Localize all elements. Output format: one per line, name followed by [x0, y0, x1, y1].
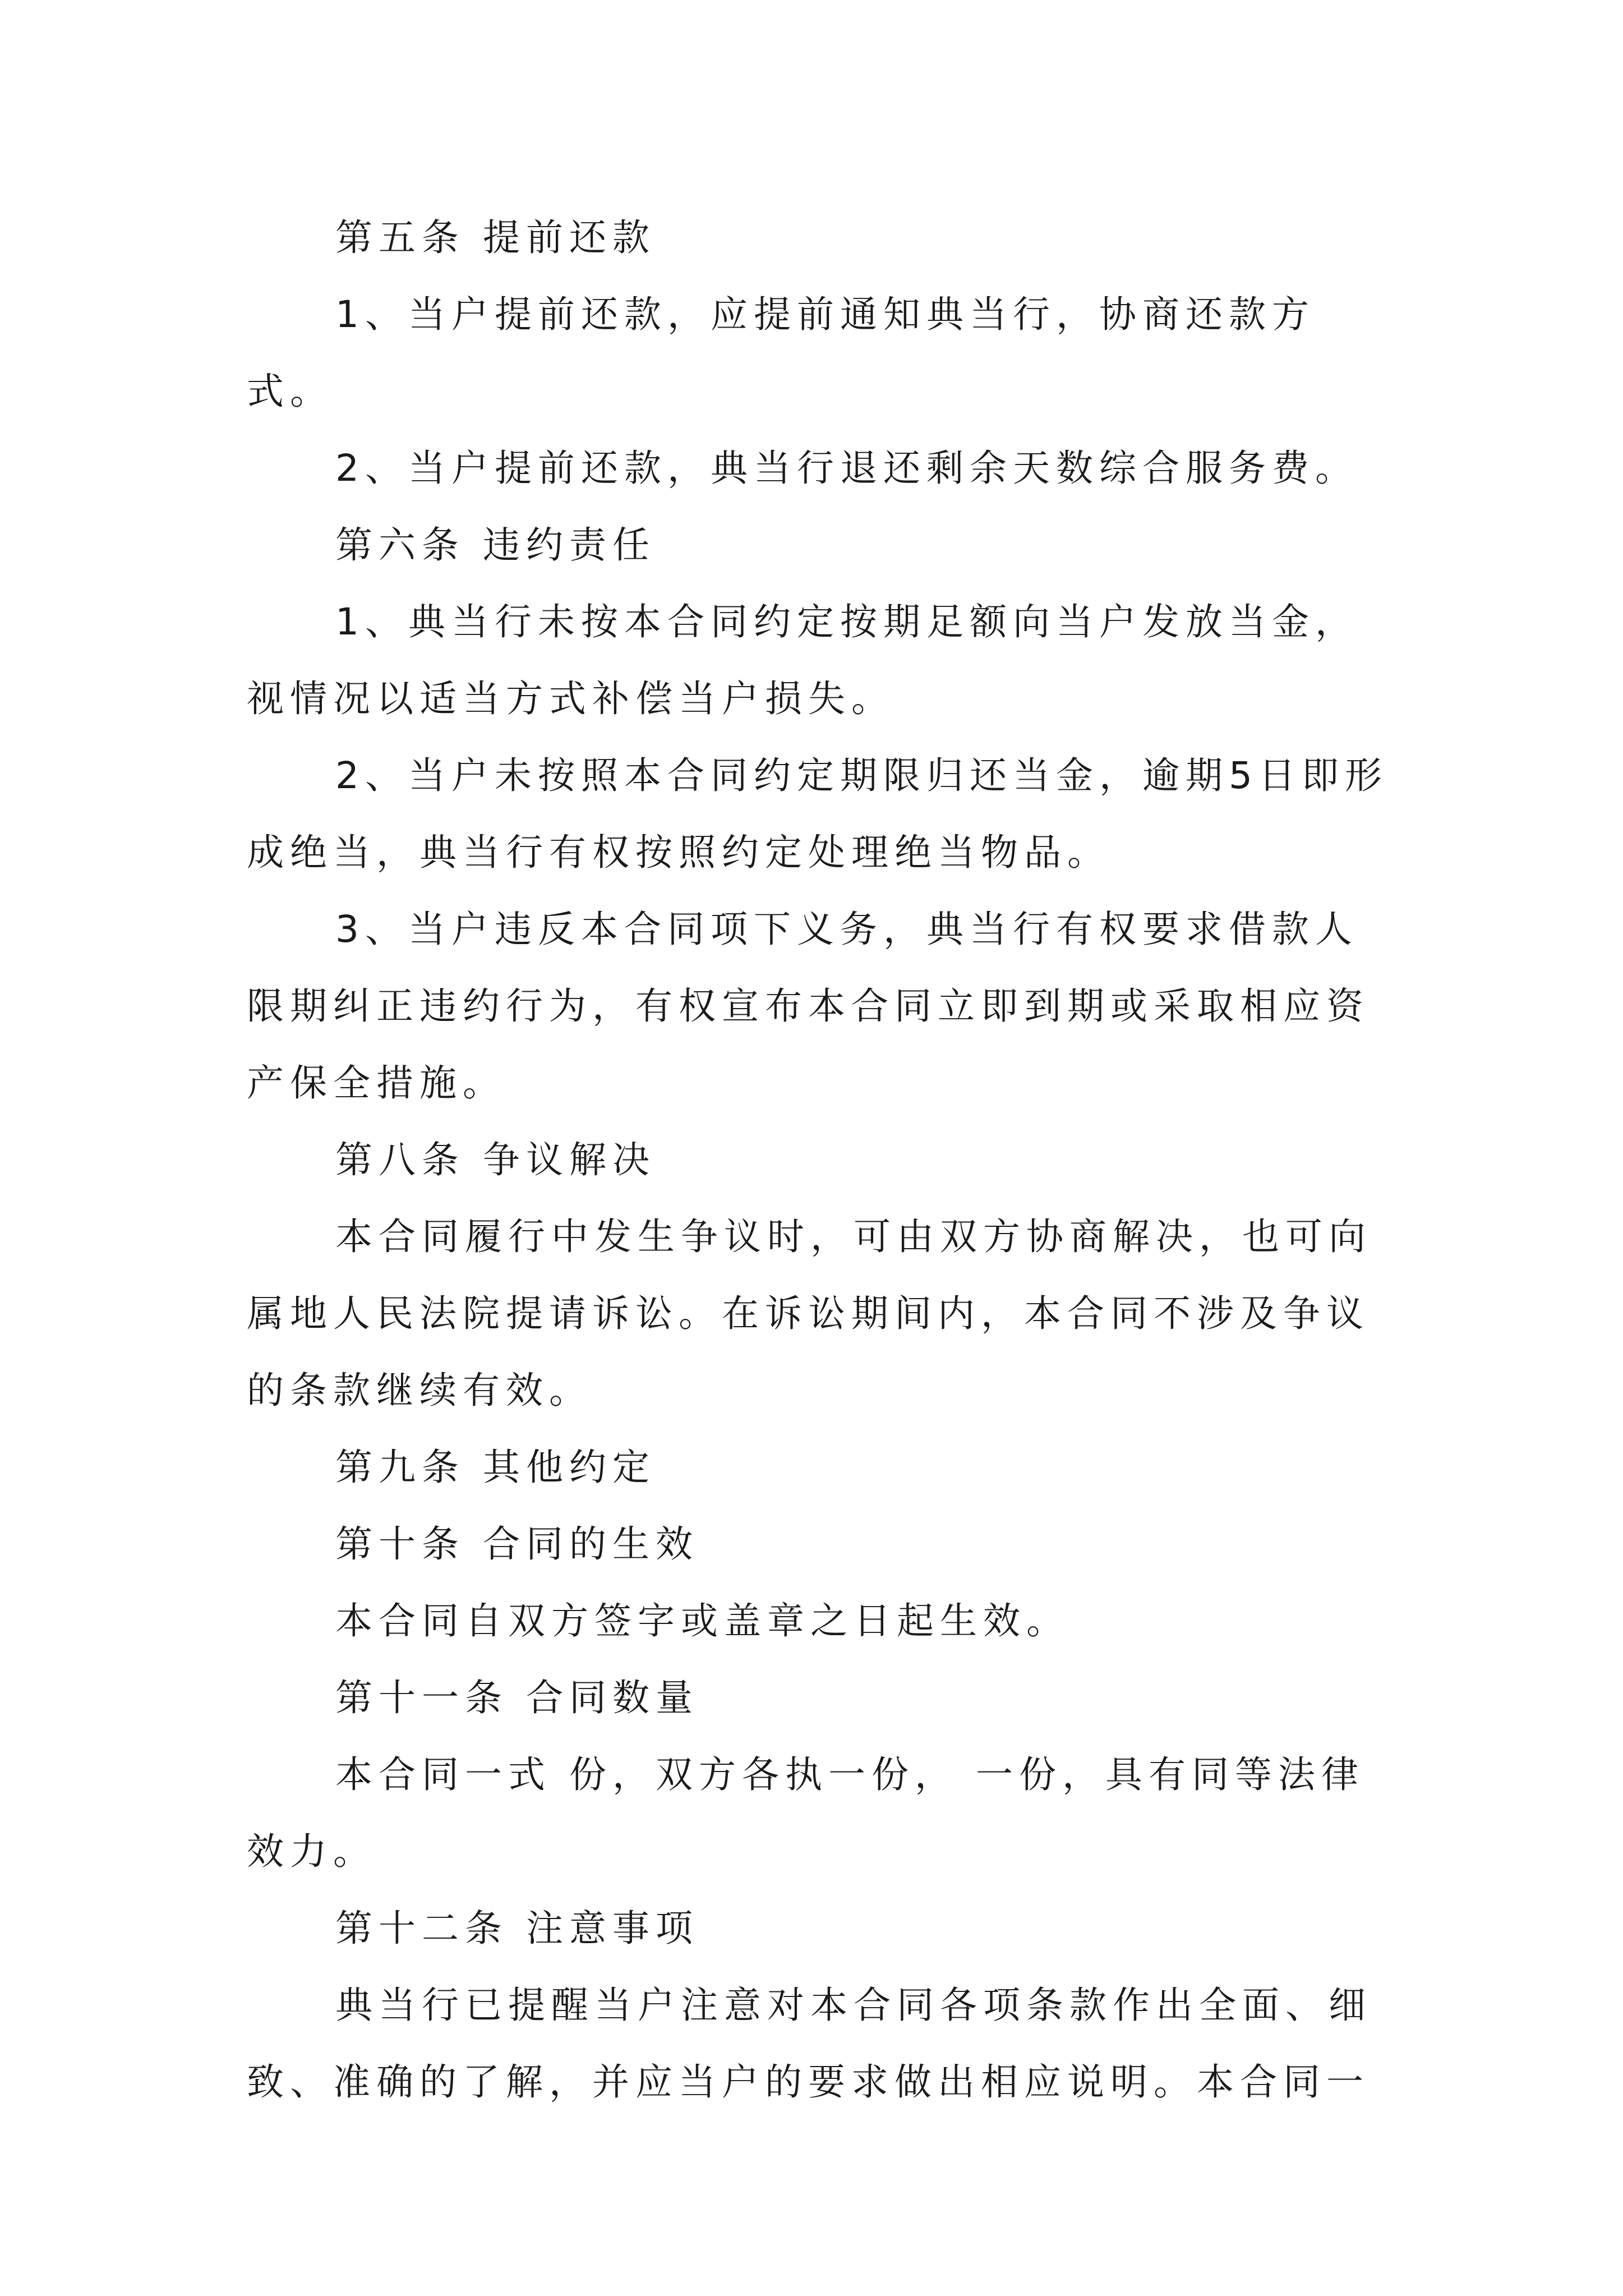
clause-6-item-2: 2、当户未按照本合同约定期限归还当金，逾期5日即形成绝当，典当行有权按照约定处理绝当物品。 — [247, 754, 1388, 874]
clause-11-body: 本合同一式 份，双方各执一份， 一份，具有同等法律效力。 — [247, 1753, 1364, 1873]
clause-5-item-2: 2、当户提前还款，典当行退还剩余天数综合服务费。 — [335, 447, 1358, 490]
clause-8-body: 本合同履行中发生争议时，可由双方协商解决，也可向属地人民法院提请诉讼。在诉讼期间内，本合同不涉及争议的条款继续有效。 — [247, 1215, 1372, 1412]
clause-6-item-1: 1、典当行未按本合同约定按期足额向当户发放当金，视情况以适当方式补偿当户损失。 — [247, 600, 1358, 720]
clause-5-item-1: 1、当户提前还款，应提前通知典当行，协商还款方式。 — [247, 293, 1315, 413]
clause-10-heading: 第十条 合同的生效 — [335, 1522, 699, 1566]
clause-5-heading: 第五条 提前还款 — [335, 216, 656, 259]
clause-11-heading: 第十一条 合同数量 — [335, 1676, 699, 1719]
document-body — [247, 199, 1396, 2120]
clause-6-heading: 第六条 违约责任 — [335, 523, 656, 567]
clause-8-heading: 第八条 争议解决 — [335, 1138, 656, 1181]
clause-10-body: 本合同自双方签字或盖章之日起生效。 — [335, 1599, 1069, 1642]
clause-9-heading: 第九条 其他约定 — [335, 1446, 656, 1489]
clause-12-body: 典当行已提醒当户注意对本合同各项条款作出全面、细致、准确的了解，并应当户的要求做出相应说明。本合同一 — [247, 1984, 1372, 2104]
clause-12-heading: 第十二条 注意事项 — [335, 1907, 699, 1950]
clause-6-item-3: 3、当户违反本合同项下义务，典当行有权要求借款人限期纠正违约行为，有权宣布本合同立即到期或采取相应资产保全措施。 — [247, 908, 1370, 1105]
